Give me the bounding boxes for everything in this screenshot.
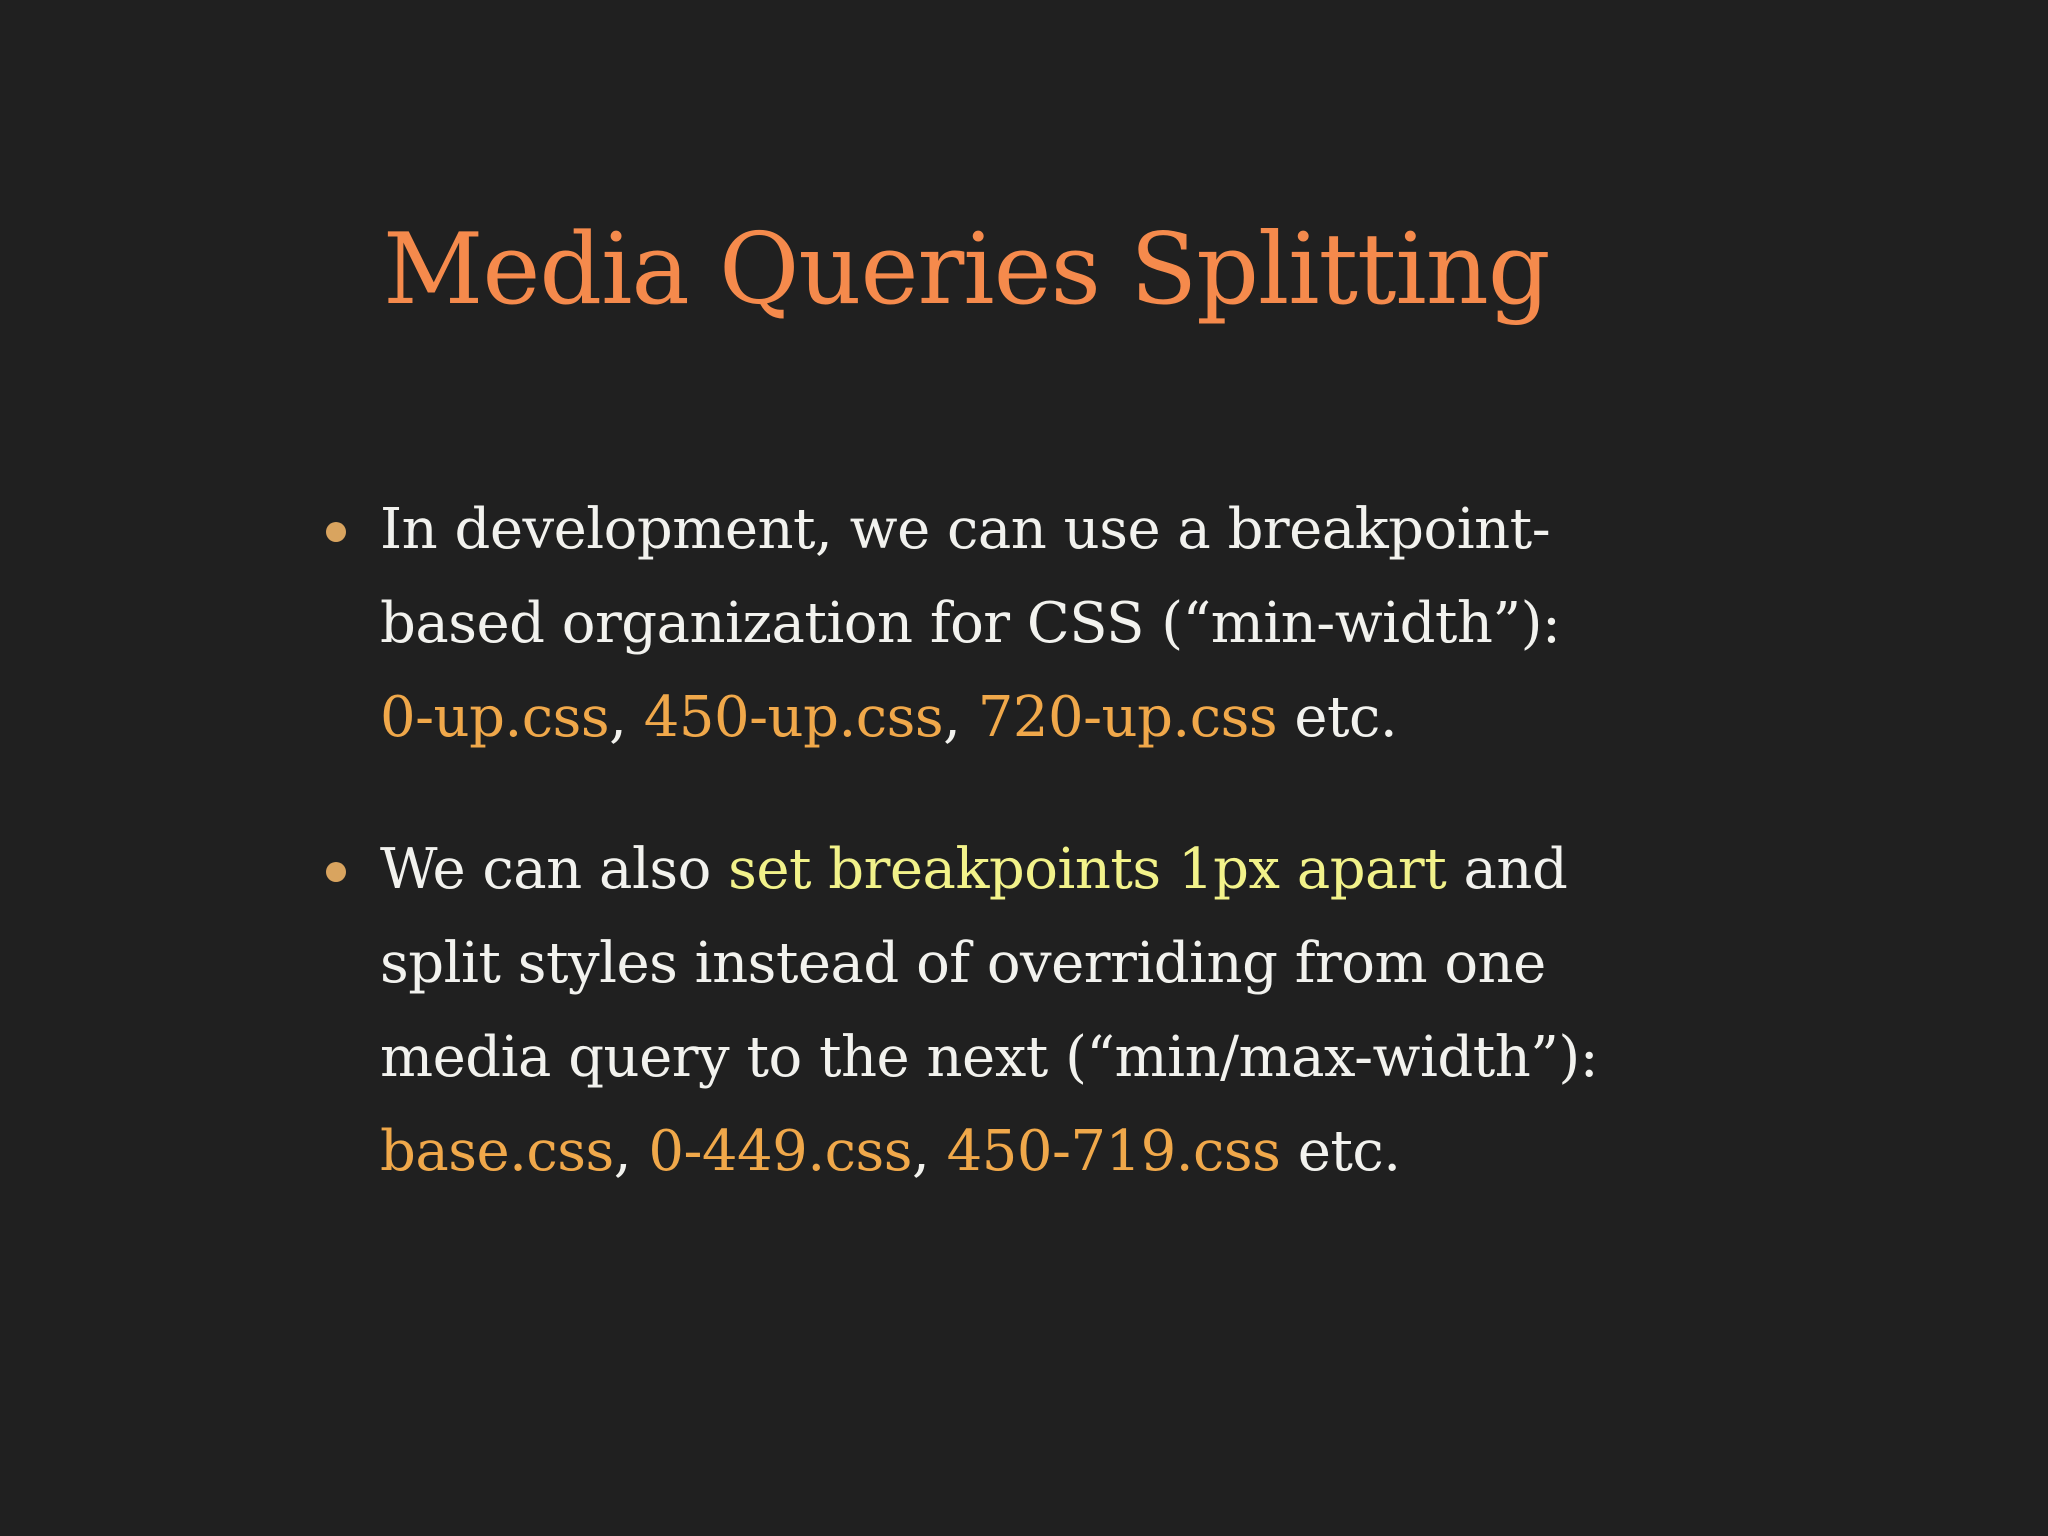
bullet-line: split styles instead of overriding from one	[380, 931, 1546, 996]
bullet-line	[380, 671, 1680, 765]
separator: ,	[613, 1119, 649, 1184]
file-name: 450-up.css	[643, 685, 944, 750]
bullet-item	[380, 483, 1680, 765]
file-name: 720-up.css	[977, 685, 1278, 750]
bullet-item	[380, 823, 1680, 1199]
bullet-dot-icon	[326, 522, 346, 542]
file-name: 0-up.css	[380, 685, 610, 750]
file-name: 450-719.css	[946, 1119, 1281, 1184]
bullet-text: We can also	[380, 837, 729, 902]
separator: ,	[943, 685, 978, 750]
etc-suffix: etc.	[1277, 685, 1398, 750]
bullet-line: based organization for CSS (“min-width”):	[380, 591, 1561, 656]
file-name: 0-449.css	[648, 1119, 912, 1184]
bullet-line: media query to the next (“min/max-width”):	[380, 1025, 1599, 1090]
bullet-text: and	[1446, 837, 1568, 902]
bullet-line: In development, we can use a breakpoint-	[380, 497, 1551, 562]
highlighted-text: set breakpoints 1px apart	[728, 837, 1447, 902]
separator: ,	[609, 685, 644, 750]
bullet-line	[380, 1105, 1680, 1199]
bullet-line	[380, 823, 1680, 917]
slide-title: Media Queries Splitting	[383, 213, 1550, 327]
bullet-dot-icon	[326, 862, 346, 882]
etc-suffix: etc.	[1280, 1119, 1401, 1184]
separator: ,	[911, 1119, 947, 1184]
file-name: base.css	[380, 1119, 614, 1184]
